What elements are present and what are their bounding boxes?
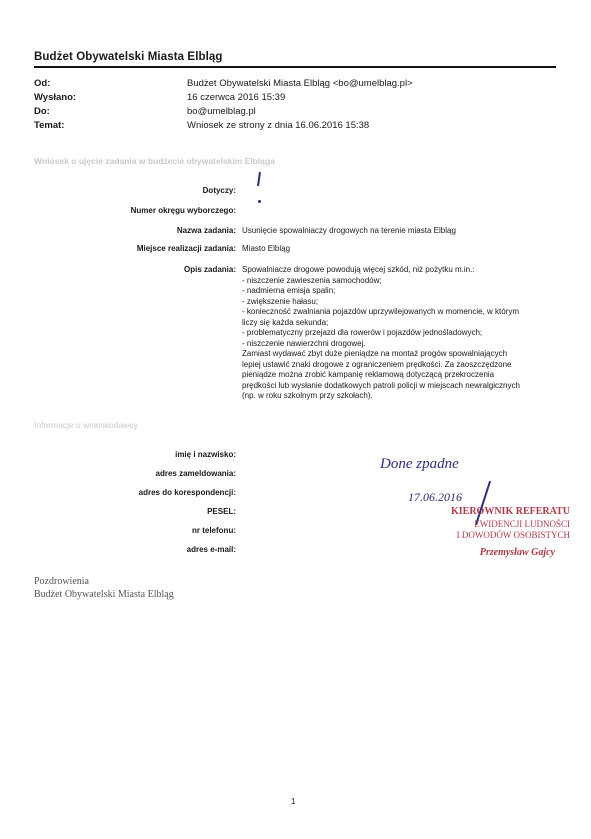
official-stamp bbox=[370, 452, 570, 572]
opis-value bbox=[242, 265, 562, 402]
applicant-correspondence-label: adres do korespondencji: bbox=[138, 488, 236, 497]
from-value: Budżet Obywatelski Miasta Elbląg <bo@umelblag.pl> bbox=[187, 78, 413, 89]
nazwa-label: Nazwa zadania: bbox=[176, 226, 236, 235]
header-sent-row bbox=[34, 92, 556, 105]
opis-label: Opis zadania: bbox=[183, 265, 236, 274]
applicant-address-label: adres zameldowania: bbox=[155, 469, 236, 478]
header-subject-row bbox=[34, 120, 556, 133]
closing-sender: Budżet Obywatelski Miasta Elbląg bbox=[34, 589, 174, 600]
from-label: Od: bbox=[34, 78, 51, 89]
form-heading: Wniosek o ujęcie zadania w budżecie obywatelskim Elbląga bbox=[34, 156, 275, 166]
pen-mark bbox=[257, 172, 261, 186]
desc-line: - niszczenie zawieszenia samochodów; bbox=[242, 275, 382, 285]
desc-line: lepiej ustawić znaki drogowe z ograniczeniem prędkości. Za zaoszczędzone bbox=[242, 359, 512, 369]
sent-label: Wysłano: bbox=[34, 92, 77, 103]
desc-line: - nadmierna emisja spalin; bbox=[242, 286, 336, 295]
nazwa-value: Usunięcie spowalniaczy drogowych na terenie miasta Elbląg bbox=[242, 226, 456, 235]
desc-line: - problematyczny przejazd dla rowerów i pojazdów jednośladowych; bbox=[242, 328, 483, 337]
desc-line: liczy się każda sekunda; bbox=[242, 317, 329, 327]
miejsce-value: Miasto Elbląg bbox=[242, 244, 291, 253]
desc-line: - konieczność zwalniania pojazdów uprzywilejowanych w momencie, w którym bbox=[242, 307, 519, 316]
pen-dot bbox=[258, 200, 261, 203]
subject-label: Temat: bbox=[34, 120, 65, 131]
stamp-line-3: I DOWODÓW OSOBISTYCH bbox=[456, 530, 570, 540]
to-value: bo@umelblag.pl bbox=[187, 106, 256, 117]
desc-line: - niszczenie nawierzchni drogowej. bbox=[242, 338, 366, 348]
to-label: Do: bbox=[34, 106, 50, 117]
sent-value: 16 czerwca 2016 15:39 bbox=[187, 92, 286, 103]
handwritten-date: 17.06.2016 bbox=[408, 490, 462, 504]
desc-line: Spowalniacze drogowe powodują więcej szkód, niż pożytku m.in.: bbox=[242, 265, 475, 274]
applicant-email-label: adres e-mail: bbox=[186, 545, 236, 554]
org-title: Budżet Obywatelski Miasta Elbląg bbox=[34, 51, 223, 63]
applicant-name-label: imię i nazwisko: bbox=[175, 450, 236, 459]
desc-line: - zwiększenie hałasu; bbox=[242, 296, 319, 306]
stamp-signature-name: Przemysław Gajcy bbox=[479, 547, 555, 558]
header-to-row bbox=[34, 106, 556, 119]
stamp-line-2: EWIDENCJI LUDNOŚCI bbox=[474, 519, 570, 529]
subject-value: Wniosek ze strony z dnia 16.06.2016 15:38 bbox=[187, 120, 370, 131]
applicant-phone-label: nr telefonu: bbox=[192, 526, 236, 535]
miejsce-label: Miejsce realizacji zadania: bbox=[136, 244, 236, 253]
closing-greeting: Pozdrowienia bbox=[34, 576, 89, 587]
stamp-line-1: KIEROWNIK REFERATU bbox=[451, 506, 570, 517]
handwritten-note: Done zpadne bbox=[380, 456, 459, 472]
desc-line: Zamiast wydawać zbyt duże pieniądze na montaż progów spowalniających bbox=[242, 349, 508, 358]
okreg-label: Numer okręgu wyborczego: bbox=[130, 206, 236, 215]
dotyczy-label: Dotyczy: bbox=[202, 186, 236, 195]
page-number: 1 bbox=[291, 797, 296, 806]
title-divider bbox=[34, 66, 556, 68]
header-from-row bbox=[34, 78, 556, 91]
applicant-pesel-label: PESEL: bbox=[207, 507, 236, 516]
desc-line: pieniądze można zrobić kampanię reklamową dotyczącą przekroczenia bbox=[242, 370, 495, 379]
desc-line: (np. w roku szkolnym przy szkołach). bbox=[242, 391, 373, 400]
desc-line: prędkości lub wysłanie dodatkowych patroli policji w miejscach newralgicznych bbox=[242, 380, 520, 390]
applicant-heading: Informacje o wnioskodawcy bbox=[34, 420, 138, 430]
